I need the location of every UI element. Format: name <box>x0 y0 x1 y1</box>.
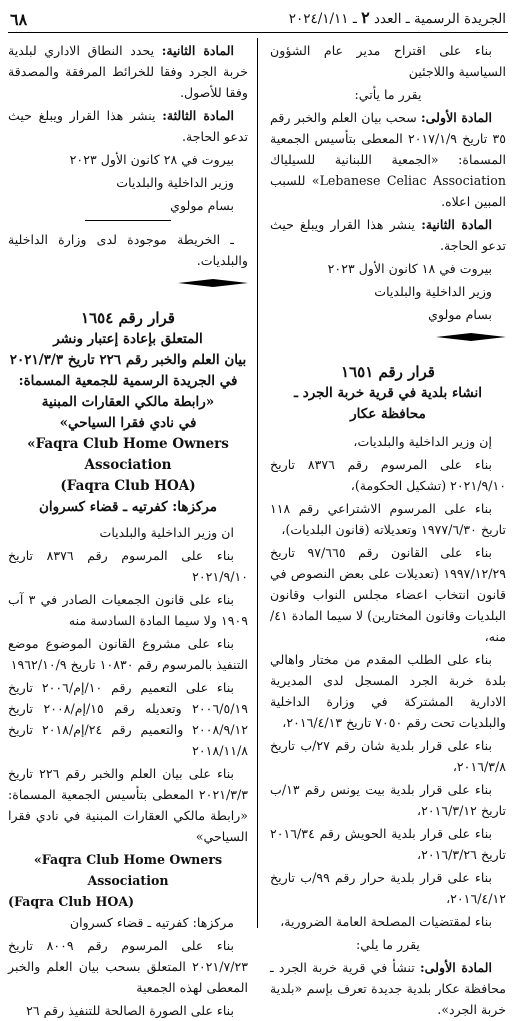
article-3-left-label: المادة الثالثة: <box>162 108 234 123</box>
signature-title: وزير الداخلية والبلديات <box>116 175 234 190</box>
decree-1651-number: قرار رقم ١٦٥١ <box>341 363 435 381</box>
left-column <box>8 40 249 1018</box>
issue-date: ـ ٢٠٢٤/١/١١ <box>288 11 357 27</box>
article-1 <box>270 107 506 212</box>
decree-1654-subject: بيان العلم والخبر رقم ٢٢٦ تاريخ ٢٠٢١/٣/٣ <box>9 352 247 368</box>
signature-date: بيروت في ٢٨ كانون الأول ٢٠٢٣ <box>69 152 234 167</box>
signature-date: بيروت في ١٨ كانون الأول ٢٠٢٣ <box>327 261 492 276</box>
signature-title: وزير الداخلية والبلديات <box>374 284 492 299</box>
consideration: بناء على بيان العلم والخبر رقم ٢٢٦ تاريخ ٢٠٢١/٣/٣ المعطى بتأسيس الجمعية المسماة: «رابطة مالكي العقارات المبنية في نادي فقرا السياحي» <box>8 766 248 844</box>
consideration: بناء لمقتضيات المصلحة العامة الضرورية، <box>280 914 492 929</box>
consideration: بناء على قرار بلدية بيت يونس رقم ١٣/ب تاريخ ٢٠١٦/٣/١٢، <box>270 782 506 818</box>
association-hq: مركزها: كفرتيه ـ قضاء كسروان <box>38 499 218 515</box>
article-3-left <box>8 105 248 147</box>
column-divider <box>257 38 258 928</box>
association-name-ar: «رابطة مالكي العقارات المبنية <box>41 394 215 410</box>
consideration: بناء على المرسوم رقم ٨٠٠٩ تاريخ ٢٠٢١/٧/٢٣ المتعلق بسحب بيان العلم والخبر المعطى لهذه الجمعية <box>8 938 248 995</box>
article-2-label: المادة الثانية: <box>421 217 493 232</box>
decides-line: يقرر ما يأتي: <box>354 87 422 102</box>
consideration: بناء على المرسوم الاشتراعي رقم ١١٨ تاريخ ١٩٧٧/٦/٣٠ وتعديلاته (قانون البلديات)، <box>270 501 506 537</box>
consideration: بناء على المرسوم رقم ٨٣٧٦ تاريخ ٢٠٢١/٩/١٠ <box>8 548 248 584</box>
consideration: بناء على قرار بلدية شان رقم ٢٧/ب تاريخ ٢٠١٦/٣/٨، <box>270 738 506 774</box>
short-rule <box>85 220 171 221</box>
article-2 <box>270 214 506 256</box>
final-article-text: تنشأ في قرية خربة الجرد ـ محافظة عكار بلدية جديدة تعرف بإسم «بلدية خربة الجرد». <box>270 960 506 1017</box>
consideration: بناء على قرار بلدية حرار رقم ٩٩/ب تاريخ ٢٠١٦/٤/١٢، <box>270 870 506 906</box>
decree-1651-title: انشاء بلدية في قرية خربة الجرد ـ محافظة عكار <box>294 385 482 422</box>
page-header <box>10 8 506 32</box>
page-number: ٦٨ <box>10 10 28 29</box>
article-2-left-label: المادة الثانية: <box>161 43 234 58</box>
decree-1654-subject: المتعلق بإعادة إعتبار ونشر <box>53 331 203 347</box>
association-name-en: (Faqra Club HOA) <box>60 478 196 494</box>
section-separator <box>436 333 506 341</box>
consideration: بناء على الطلب المقدم من مختار واهالي بلدة خربة الجرد المسجل لدى المديرية الادارية المشتركة في وزارة الداخلية والبلديات تحت رقم ٧٠٥٠ تاريخ ٢٠١٦/٤/١٣، <box>270 652 506 730</box>
decides-line: يقرر ما يلي: <box>356 937 420 952</box>
association-name-en: «Faqra Club Home Owners Association <box>33 852 223 888</box>
decree-1654-number: قرار رقم ١٦٥٤ <box>81 309 175 327</box>
association-name-en: «Faqra Club Home Owners Association <box>27 436 229 473</box>
section-separator <box>178 279 248 287</box>
consideration: بناء على قانون الجمعيات الصادر في ٣ آب ١٩٠٩ ولا سيما المادة السادسة منه <box>8 592 248 628</box>
association-name-ar: في نادي فقرا السياحي» <box>59 415 197 431</box>
article-2-left <box>8 40 248 103</box>
article-2-left-text: يحدد النطاق الاداري لبلدية خربة الجرد وفقا للخرائط المرفقة والمصدقة وفقا للأصول. <box>8 43 248 100</box>
association-hq: مركزها: كفرتيه ـ قضاء كسروان <box>69 915 234 930</box>
signature-name: بسام مولوي <box>170 198 234 213</box>
decree-1654-subject: في الجريدة الرسمية للجمعية المسماة: <box>18 373 238 389</box>
right-column <box>270 40 506 1017</box>
consideration: بناء على قرار بلدية الحويش رقم ٢٠١٦/٣٤ تاريخ ٢٠١٦/٣/٢٦، <box>270 826 506 862</box>
gazette-title: الجريدة الرسمية ـ العدد <box>374 11 506 27</box>
final-article-label: المادة الأولى: <box>420 960 492 975</box>
signature-name: بسام مولوي <box>428 307 492 322</box>
consideration: بناء على مشروع القانون الموضوع موضع التنفيذ بالمرسوم رقم ١٠٨٣٠ تاريخ ١٩٦٢/١٠/٩ <box>8 636 248 672</box>
gazette-issue-line <box>289 8 506 27</box>
association-name-en: (Faqra Club HOA) <box>8 894 135 909</box>
decree-1651-intro: إن وزير الداخلية والبلديات، <box>353 434 492 449</box>
consideration: بناء على الصورة الصالحة للتنفيذ رقم ٢٦ <box>26 1003 234 1018</box>
header-divider <box>8 32 508 33</box>
consideration: بناء على التعميم رقم ١٠/إم/٢٠٠٦ تاريخ ٢٠٠٦/٥/١٩ وتعديله رقم ١٥/إم/٢٠٠٨ تاريخ ٢٠٠٨/٩/١٢ والتعميم رقم ٢٤/إم/٢٠١٨ تاريخ ٢٠١٨/١١/٨ <box>8 680 249 758</box>
issue-number: ٢ <box>361 8 370 27</box>
final-article <box>270 957 506 1020</box>
article-2-text: ينشر هذا القرار ويبلغ حيث تدعو الحاجة. <box>270 217 506 253</box>
consideration: بناء على المرسوم رقم ٨٣٧٦ تاريخ ٢٠٢١/٩/١٠ (تشكيل الحكومة)، <box>270 457 506 493</box>
article-1-label: المادة الأولى: <box>421 110 492 125</box>
proposal-paragraph: بناء على اقتراح مدير عام الشؤون السياسية واللاجئين <box>270 43 506 79</box>
article-1-text: سحب بيان العلم والخبر رقم ٣٥ تاريخ ٢٠١٧/١/٩ المعطى بتأسيس الجمعية المسماة: «الجمعية اللبنانية للسيلياك Lebanese Celiac Association» للسبب المبين اعلاه. <box>270 110 506 209</box>
decree-1654-intro: ان وزير الداخلية والبلديات <box>99 525 234 540</box>
consideration: بناء على القانون رقم ٩٧/٦٦٥ تاريخ ١٩٩٧/١٢/٢٩ (تعديلات على بعض النصوص في قانون انتخاب اعضاء مجلس النواب وقانون البلديات وقانون المختارين) لا سيما المادة ٤١/ منه، <box>270 545 506 644</box>
article-3-left-text: ينشر هذا القرار ويبلغ حيث تدعو الحاجة. <box>8 108 248 144</box>
map-note: ـ الخريطة موجودة لدى وزارة الداخلية والبلديات. <box>8 232 248 268</box>
